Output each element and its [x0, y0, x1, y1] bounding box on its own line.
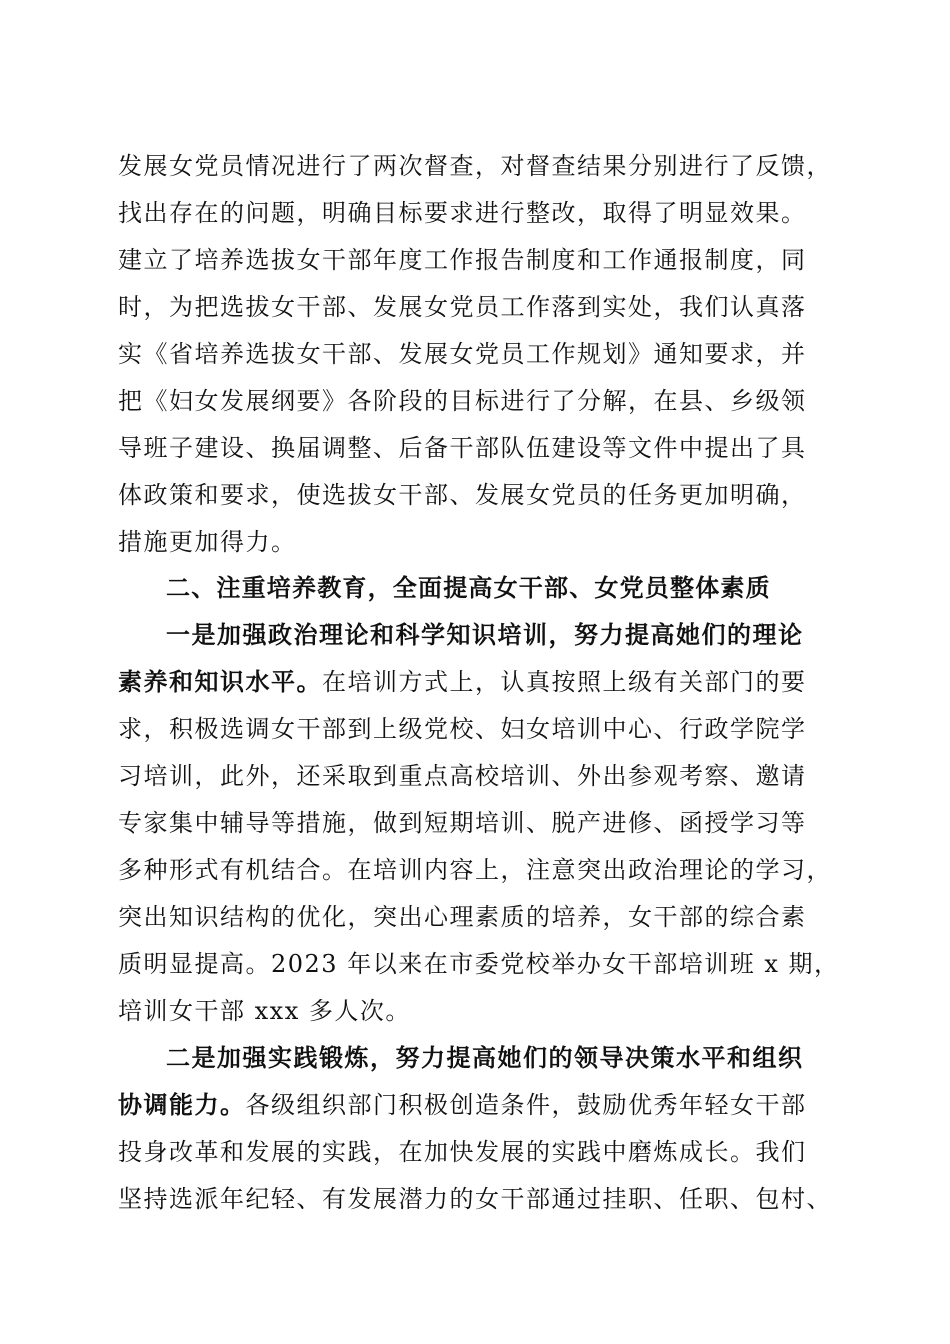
- paragraph-line: [166, 1040, 838, 1076]
- paragraph-line: 导班子建设、换届调整、后备干部队伍建设等文件中提出了具: [118, 434, 807, 462]
- paragraph-line: 坚持选派年纪轻、有发展潜力的女干部通过挂职、任职、包村、: [118, 1185, 832, 1213]
- paragraph-line: 习培训，此外，还采取到重点高校培训、外出参观考察、邀请: [118, 762, 807, 790]
- paragraph-line: 找出存在的问题，明确目标要求进行整改，取得了明显效果。: [118, 199, 807, 227]
- paragraph-line: 实《省培养选拔女干部、发展女党员工作规划》通知要求，并: [118, 340, 807, 368]
- body-text: 各级组织部门积极创造条件，鼓励优秀年轻女干部: [245, 1091, 807, 1119]
- paragraph-line: [118, 664, 838, 700]
- paragraph-line: 体政策和要求，使选拔女干部、发展女党员的任务更加明确，: [118, 481, 807, 509]
- section-heading: 二、注重培养教育，全面提高女干部、女党员整体素质: [166, 573, 771, 602]
- bold-lead-text: 素养和知识水平。: [118, 667, 322, 696]
- paragraph-line: 多种形式有机结合。在培训内容上，注意突出政治理论的学习，: [118, 856, 832, 884]
- paragraph-line: 求，积极选调女干部到上级党校、妇女培训中心、行政学院学: [118, 715, 807, 743]
- paragraph-line: 培训女干部 xxx 多人次。: [118, 997, 411, 1025]
- paragraph-line: 时，为把选拔女干部、发展女党员工作落到实处，我们认真落: [118, 293, 807, 321]
- paragraph-line: 发展女党员情况进行了两次督查，对督查结果分别进行了反馈，: [118, 152, 832, 180]
- paragraph-line: 突出知识结构的优化，突出心理素质的培养，女干部的综合素: [118, 903, 807, 931]
- paragraph-line: 质明显提高。2023 年以来在市委党校举办女干部培训班 x 期，: [118, 950, 840, 978]
- bold-lead-text: 一是加强政治理论和科学知识培训，努力提高她们的理论: [166, 620, 804, 649]
- paragraph-line: [166, 617, 838, 653]
- paragraph-line: 专家集中辅导等措施，做到短期培训、脱产进修、函授学习等: [118, 809, 807, 837]
- paragraph-line: [118, 1087, 838, 1123]
- body-text: 在培训方式上，认真按照上级有关部门的要: [322, 668, 807, 696]
- paragraph-line: 投身改革和发展的实践，在加快发展的实践中磨炼成长。我们: [118, 1138, 807, 1166]
- paragraph-line: 把《妇女发展纲要》各阶段的目标进行了分解，在县、乡级领: [118, 387, 807, 415]
- paragraph-line: 建立了培养选拔女干部年度工作报告制度和工作通报制度，同: [118, 246, 807, 274]
- bold-lead-text: 二是加强实践锻炼，努力提高她们的领导决策水平和组织: [166, 1043, 804, 1072]
- paragraph-line: 措施更加得力。: [118, 528, 297, 556]
- bold-lead-text: 协调能力。: [118, 1090, 246, 1119]
